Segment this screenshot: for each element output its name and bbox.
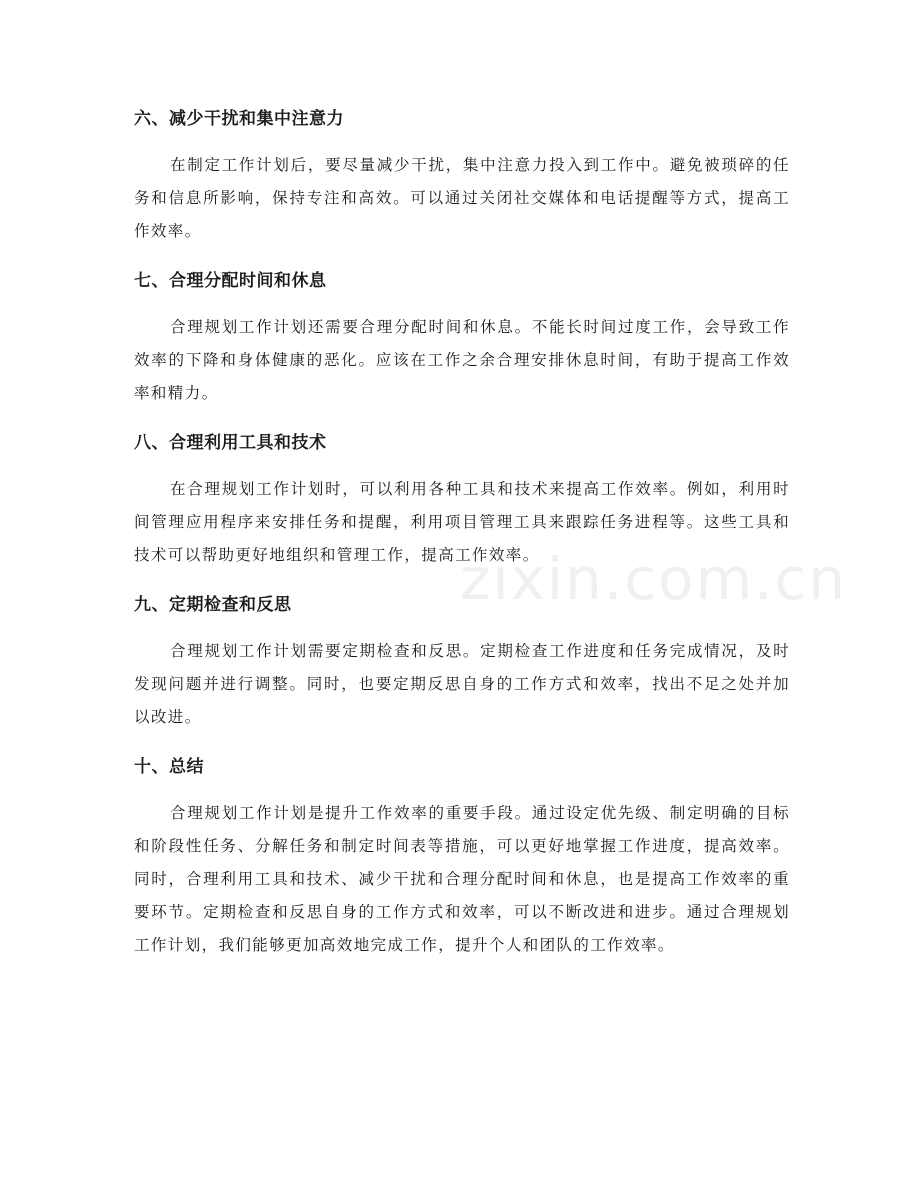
section-paragraph: 合理规划工作计划还需要合理分配时间和休息。不能长时间过度工作，会导致工作效率的下降和身体健康的恶化。应该在工作之余合理安排休息时间，有助于提高工作效率和精力。 — [134, 318, 790, 402]
section-10 — [134, 752, 790, 962]
section-paragraph: 合理规划工作计划是提升工作效率的重要手段。通过设定优先级、制定明确的目标和阶段性任务、分解任务和制定时间表等措施，可以更好地掌握工作进度，提高效率。同时，合理利用工具和技术、减少干扰和合理分配时间和休息，也是提高工作效率的重要环节。定期检查和反思自身的工作方式和效率，可以不断改进和进步。通过合理规划工作计划，我们能够更加高效地完成工作，提升个人和团队的工作效率。 — [134, 804, 790, 954]
section-7 — [134, 266, 790, 410]
section-heading: 十、总结 — [134, 757, 204, 777]
document-content — [134, 104, 790, 980]
watermark: zixin.com.cn — [460, 545, 848, 613]
section-heading: 九、定期检查和反思 — [134, 595, 292, 615]
section-8 — [134, 428, 790, 572]
section-paragraph: 在制定工作计划后，要尽量减少干扰，集中注意力投入到工作中。避免被琐碎的任务和信息所影响，保持专注和高效。可以通过关闭社交媒体和电话提醒等方式，提高工作效率。 — [134, 156, 790, 240]
section-6 — [134, 104, 790, 248]
section-heading: 七、合理分配时间和休息 — [134, 271, 327, 291]
section-paragraph: 在合理规划工作计划时，可以利用各种工具和技术来提高工作效率。例如，利用时间管理应用程序来安排任务和提醒，利用项目管理工具来跟踪任务进程等。这些工具和技术可以帮助更好地组织和管理工作，提高工作效率。 — [134, 480, 790, 564]
section-paragraph: 合理规划工作计划需要定期检查和反思。定期检查工作进度和任务完成情况，及时发现问题并进行调整。同时，也要定期反思自身的工作方式和效率，找出不足之处并加以改进。 — [134, 642, 790, 726]
section-heading: 六、减少干扰和集中注意力 — [134, 109, 344, 129]
section-9 — [134, 590, 790, 734]
section-heading: 八、合理利用工具和技术 — [134, 433, 327, 453]
